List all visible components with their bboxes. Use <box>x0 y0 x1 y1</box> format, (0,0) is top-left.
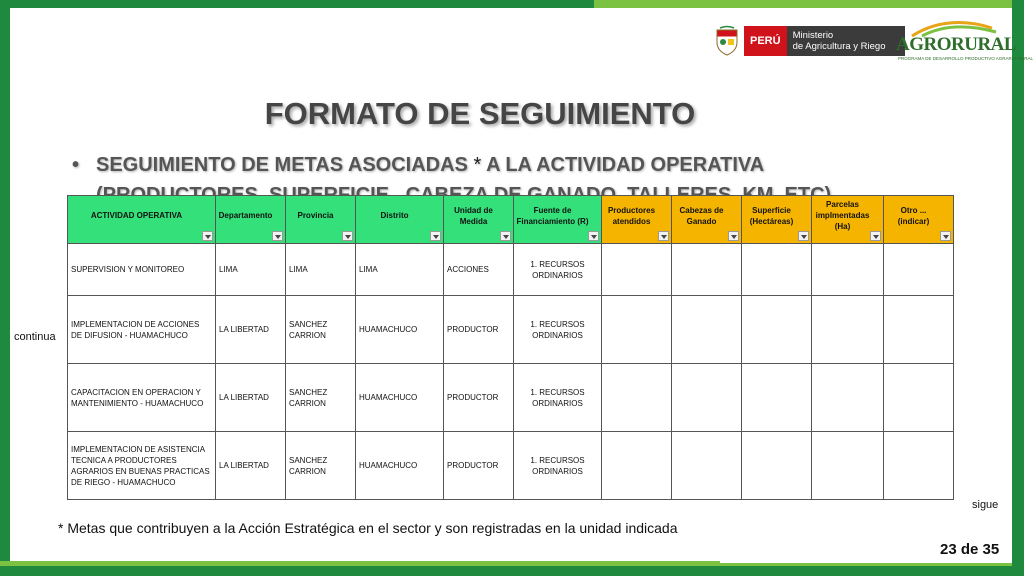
col-header-fuente <box>514 196 602 244</box>
filter-dropdown-icon[interactable] <box>728 231 739 241</box>
bullet-text-part1: SEGUIMIENTO DE METAS ASOCIADAS <box>96 154 468 176</box>
ministry-line-1: Ministerio <box>792 30 834 41</box>
bullet-point <box>74 150 874 198</box>
cell-superficie[interactable] <box>742 364 812 432</box>
col-header-label: Departamento <box>218 211 273 220</box>
col-header-unidad <box>444 196 514 244</box>
continua-label: continua <box>14 331 56 343</box>
cell-superficie[interactable] <box>742 432 812 500</box>
table-row <box>68 432 954 500</box>
cell-productores[interactable] <box>602 432 672 500</box>
col-header-parcelas <box>812 196 884 244</box>
filter-dropdown-icon[interactable] <box>342 231 353 241</box>
frame-right-bar <box>1012 0 1024 576</box>
cell-unidad[interactable]: PRODUCTOR <box>444 296 514 364</box>
peru-label: PERÚ <box>744 26 787 56</box>
cell-departamento[interactable]: LA LIBERTAD <box>216 364 286 432</box>
col-header-label: Distrito <box>380 211 409 220</box>
cell-cabezas[interactable] <box>672 296 742 364</box>
cell-provincia[interactable]: SANCHEZ CARRION <box>286 432 356 500</box>
cell-fuente[interactable]: 1. RECURSOS ORDINARIOS <box>514 296 602 364</box>
cell-otro[interactable] <box>884 244 954 296</box>
frame-left-bar <box>0 0 10 576</box>
filter-dropdown-icon[interactable] <box>202 231 213 241</box>
filter-dropdown-icon[interactable] <box>272 231 283 241</box>
cell-fuente[interactable]: 1. RECURSOS ORDINARIOS <box>514 432 602 500</box>
col-header-label: Fuente de Financiamiento (R) <box>516 205 589 226</box>
cell-cabezas[interactable] <box>672 364 742 432</box>
col-header-distrito <box>356 196 444 244</box>
frame-bottom-accent <box>0 561 720 566</box>
cell-distrito[interactable]: HUAMACHUCO <box>356 432 444 500</box>
bullet-asterisk: * <box>473 154 482 176</box>
table-row <box>68 296 954 364</box>
ministry-logo <box>714 26 905 56</box>
tracking-table <box>67 195 954 500</box>
filter-dropdown-icon[interactable] <box>798 231 809 241</box>
agrorural-brand: AGRORURAL <box>896 34 1017 55</box>
cell-distrito[interactable]: HUAMACHUCO <box>356 296 444 364</box>
slide-title: FORMATO DE SEGUIMIENTO <box>264 96 696 131</box>
cell-unidad[interactable]: PRODUCTOR <box>444 364 514 432</box>
cell-productores[interactable] <box>602 364 672 432</box>
cell-productores[interactable] <box>602 296 672 364</box>
cell-distrito[interactable]: LIMA <box>356 244 444 296</box>
frame-top-accent <box>594 0 1024 8</box>
table-header-row <box>68 196 954 244</box>
cell-fuente[interactable]: 1. RECURSOS ORDINARIOS <box>514 364 602 432</box>
cell-departamento[interactable]: LA LIBERTAD <box>216 432 286 500</box>
cell-otro[interactable] <box>884 296 954 364</box>
cell-provincia[interactable]: SANCHEZ CARRION <box>286 296 356 364</box>
cell-departamento[interactable]: LIMA <box>216 244 286 296</box>
cell-superficie[interactable] <box>742 296 812 364</box>
col-header-label: Otro ... (indicar) <box>897 205 930 226</box>
cell-provincia[interactable]: LIMA <box>286 244 356 296</box>
cell-unidad[interactable]: PRODUCTOR <box>444 432 514 500</box>
col-header-label: Parcelas implmentadas (Ha) <box>815 200 870 231</box>
bullet-text-part2: A LA ACTIVIDAD OPERATIVA <box>486 154 764 176</box>
col-header-label: Cabezas de Ganado <box>679 205 724 226</box>
cell-superficie[interactable] <box>742 244 812 296</box>
cell-actividad[interactable]: SUPERVISION Y MONITOREO <box>68 244 216 296</box>
col-header-label: Unidad de Medida <box>454 205 493 226</box>
table-row <box>68 244 954 296</box>
bullet-dot-icon: • <box>72 154 80 176</box>
filter-dropdown-icon[interactable] <box>940 231 951 241</box>
cell-parcelas[interactable] <box>812 244 884 296</box>
filter-dropdown-icon[interactable] <box>588 231 599 241</box>
cell-parcelas[interactable] <box>812 432 884 500</box>
cell-provincia[interactable]: SANCHEZ CARRION <box>286 364 356 432</box>
col-header-label: Productores atendidos <box>607 205 656 226</box>
cell-unidad[interactable]: ACCIONES <box>444 244 514 296</box>
cell-parcelas[interactable] <box>812 296 884 364</box>
col-header-actividad <box>68 196 216 244</box>
cell-otro[interactable] <box>884 364 954 432</box>
filter-dropdown-icon[interactable] <box>870 231 881 241</box>
col-header-productores <box>602 196 672 244</box>
cell-productores[interactable] <box>602 244 672 296</box>
col-header-label: ACTIVIDAD OPERATIVA <box>90 211 183 220</box>
col-header-provincia <box>286 196 356 244</box>
cell-otro[interactable] <box>884 432 954 500</box>
col-header-superficie <box>742 196 812 244</box>
table-row <box>68 364 954 432</box>
filter-dropdown-icon[interactable] <box>500 231 511 241</box>
col-header-otro <box>884 196 954 244</box>
cell-actividad[interactable]: IMPLEMENTACION DE ASISTENCIA TECNICA A PRODUCTORES AGRARIOS EN BUENAS PRACTICAS DE RIEGO - HUAMACHUCO <box>68 432 216 500</box>
col-header-label: Provincia <box>297 211 334 220</box>
cell-fuente[interactable]: 1. RECURSOS ORDINARIOS <box>514 244 602 296</box>
frame-bottom-bar <box>0 566 1024 576</box>
col-header-label: Superficie (Hectáreas) <box>749 205 794 226</box>
cell-parcelas[interactable] <box>812 364 884 432</box>
ministry-line-2: de Agricultura y Riego <box>792 41 886 52</box>
ministry-name <box>787 26 905 56</box>
cell-distrito[interactable]: HUAMACHUCO <box>356 364 444 432</box>
filter-dropdown-icon[interactable] <box>658 231 669 241</box>
sigue-label: sigue <box>972 499 999 511</box>
frame-bottom-accent-right <box>712 563 1012 566</box>
slide-number: 23 de 35 <box>940 541 1000 558</box>
cell-actividad[interactable]: IMPLEMENTACION DE ACCIONES DE DIFUSION - HUAMACHUCO <box>68 296 216 364</box>
cell-cabezas[interactable] <box>672 432 742 500</box>
cell-departamento[interactable]: LA LIBERTAD <box>216 296 286 364</box>
peru-shield-icon <box>714 26 740 56</box>
agrorural-logo <box>892 18 1033 64</box>
filter-dropdown-icon[interactable] <box>430 231 441 241</box>
footnote: * Metas que contribuyen a la Acción Estratégica en el sector y son registradas en la unidad indicada <box>58 520 678 536</box>
cell-cabezas[interactable] <box>672 244 742 296</box>
cell-actividad[interactable]: CAPACITACION EN OPERACION Y MANTENIMIENTO - HUAMACHUCO <box>68 364 216 432</box>
col-header-cabezas <box>672 196 742 244</box>
agrorural-tagline: PROGRAMA DE DESARROLLO PRODUCTIVO AGRARIO RURAL <box>898 56 1033 61</box>
col-header-departamento <box>216 196 286 244</box>
